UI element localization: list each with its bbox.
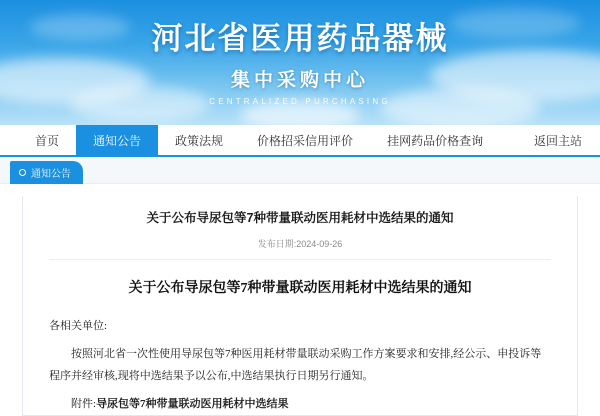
nav-spacer — [500, 125, 517, 155]
site-banner — [0, 0, 600, 125]
nav-item-drug-price-query[interactable]: 挂网药品价格查询 — [387, 133, 484, 148]
article-body — [49, 315, 551, 387]
article-paragraph-1: 按照河北省一次性使用导尿包等7种医用耗材带量联动采购工作方案要求和安排,经公示、申投诉等程序并经审核,现将中选结果予以公布,中选结果执行日期另行通知。 — [49, 347, 542, 382]
nav-item-credit-evaluation[interactable]: 价格招采信用评价 — [257, 133, 354, 148]
nav-item-back-to-main-site[interactable]: 返回主站 — [533, 133, 582, 148]
article-attachment-line — [49, 393, 551, 415]
site-subtitle-english: CENTRALIZED PURCHASING — [209, 97, 391, 107]
site-subtitle: 集中采购中心 — [230, 70, 369, 92]
breadcrumb-current-tab[interactable] — [10, 161, 83, 184]
article-card — [22, 196, 578, 416]
attachment-label: 附件: — [71, 397, 97, 410]
content-area — [0, 184, 600, 416]
article-salutation: 各相关单位: — [49, 319, 108, 332]
nav-item-notices[interactable]: 通知公告 — [76, 125, 158, 155]
breadcrumb — [0, 157, 600, 184]
article-publish-meta: 发布日期:2024-09-26 — [49, 237, 551, 260]
main-navigation — [0, 125, 600, 157]
article-document-title: 关于公布导尿包等7种带量联动医用耗材中选结果的通知 — [128, 280, 472, 296]
article-header-title: 关于公布导尿包等7种带量联动医用耗材中选结果的通知 — [146, 211, 454, 225]
circle-icon — [19, 169, 26, 176]
nav-item-policies[interactable]: 政策法规 — [175, 133, 224, 148]
site-title: 河北省医用药品器械 — [151, 21, 449, 56]
breadcrumb-label: 通知公告 — [31, 168, 71, 180]
nav-item-home[interactable]: 首页 — [35, 133, 60, 148]
attachment-name[interactable]: 导尿包等7种带量联动医用耗材中选结果 — [96, 397, 289, 410]
